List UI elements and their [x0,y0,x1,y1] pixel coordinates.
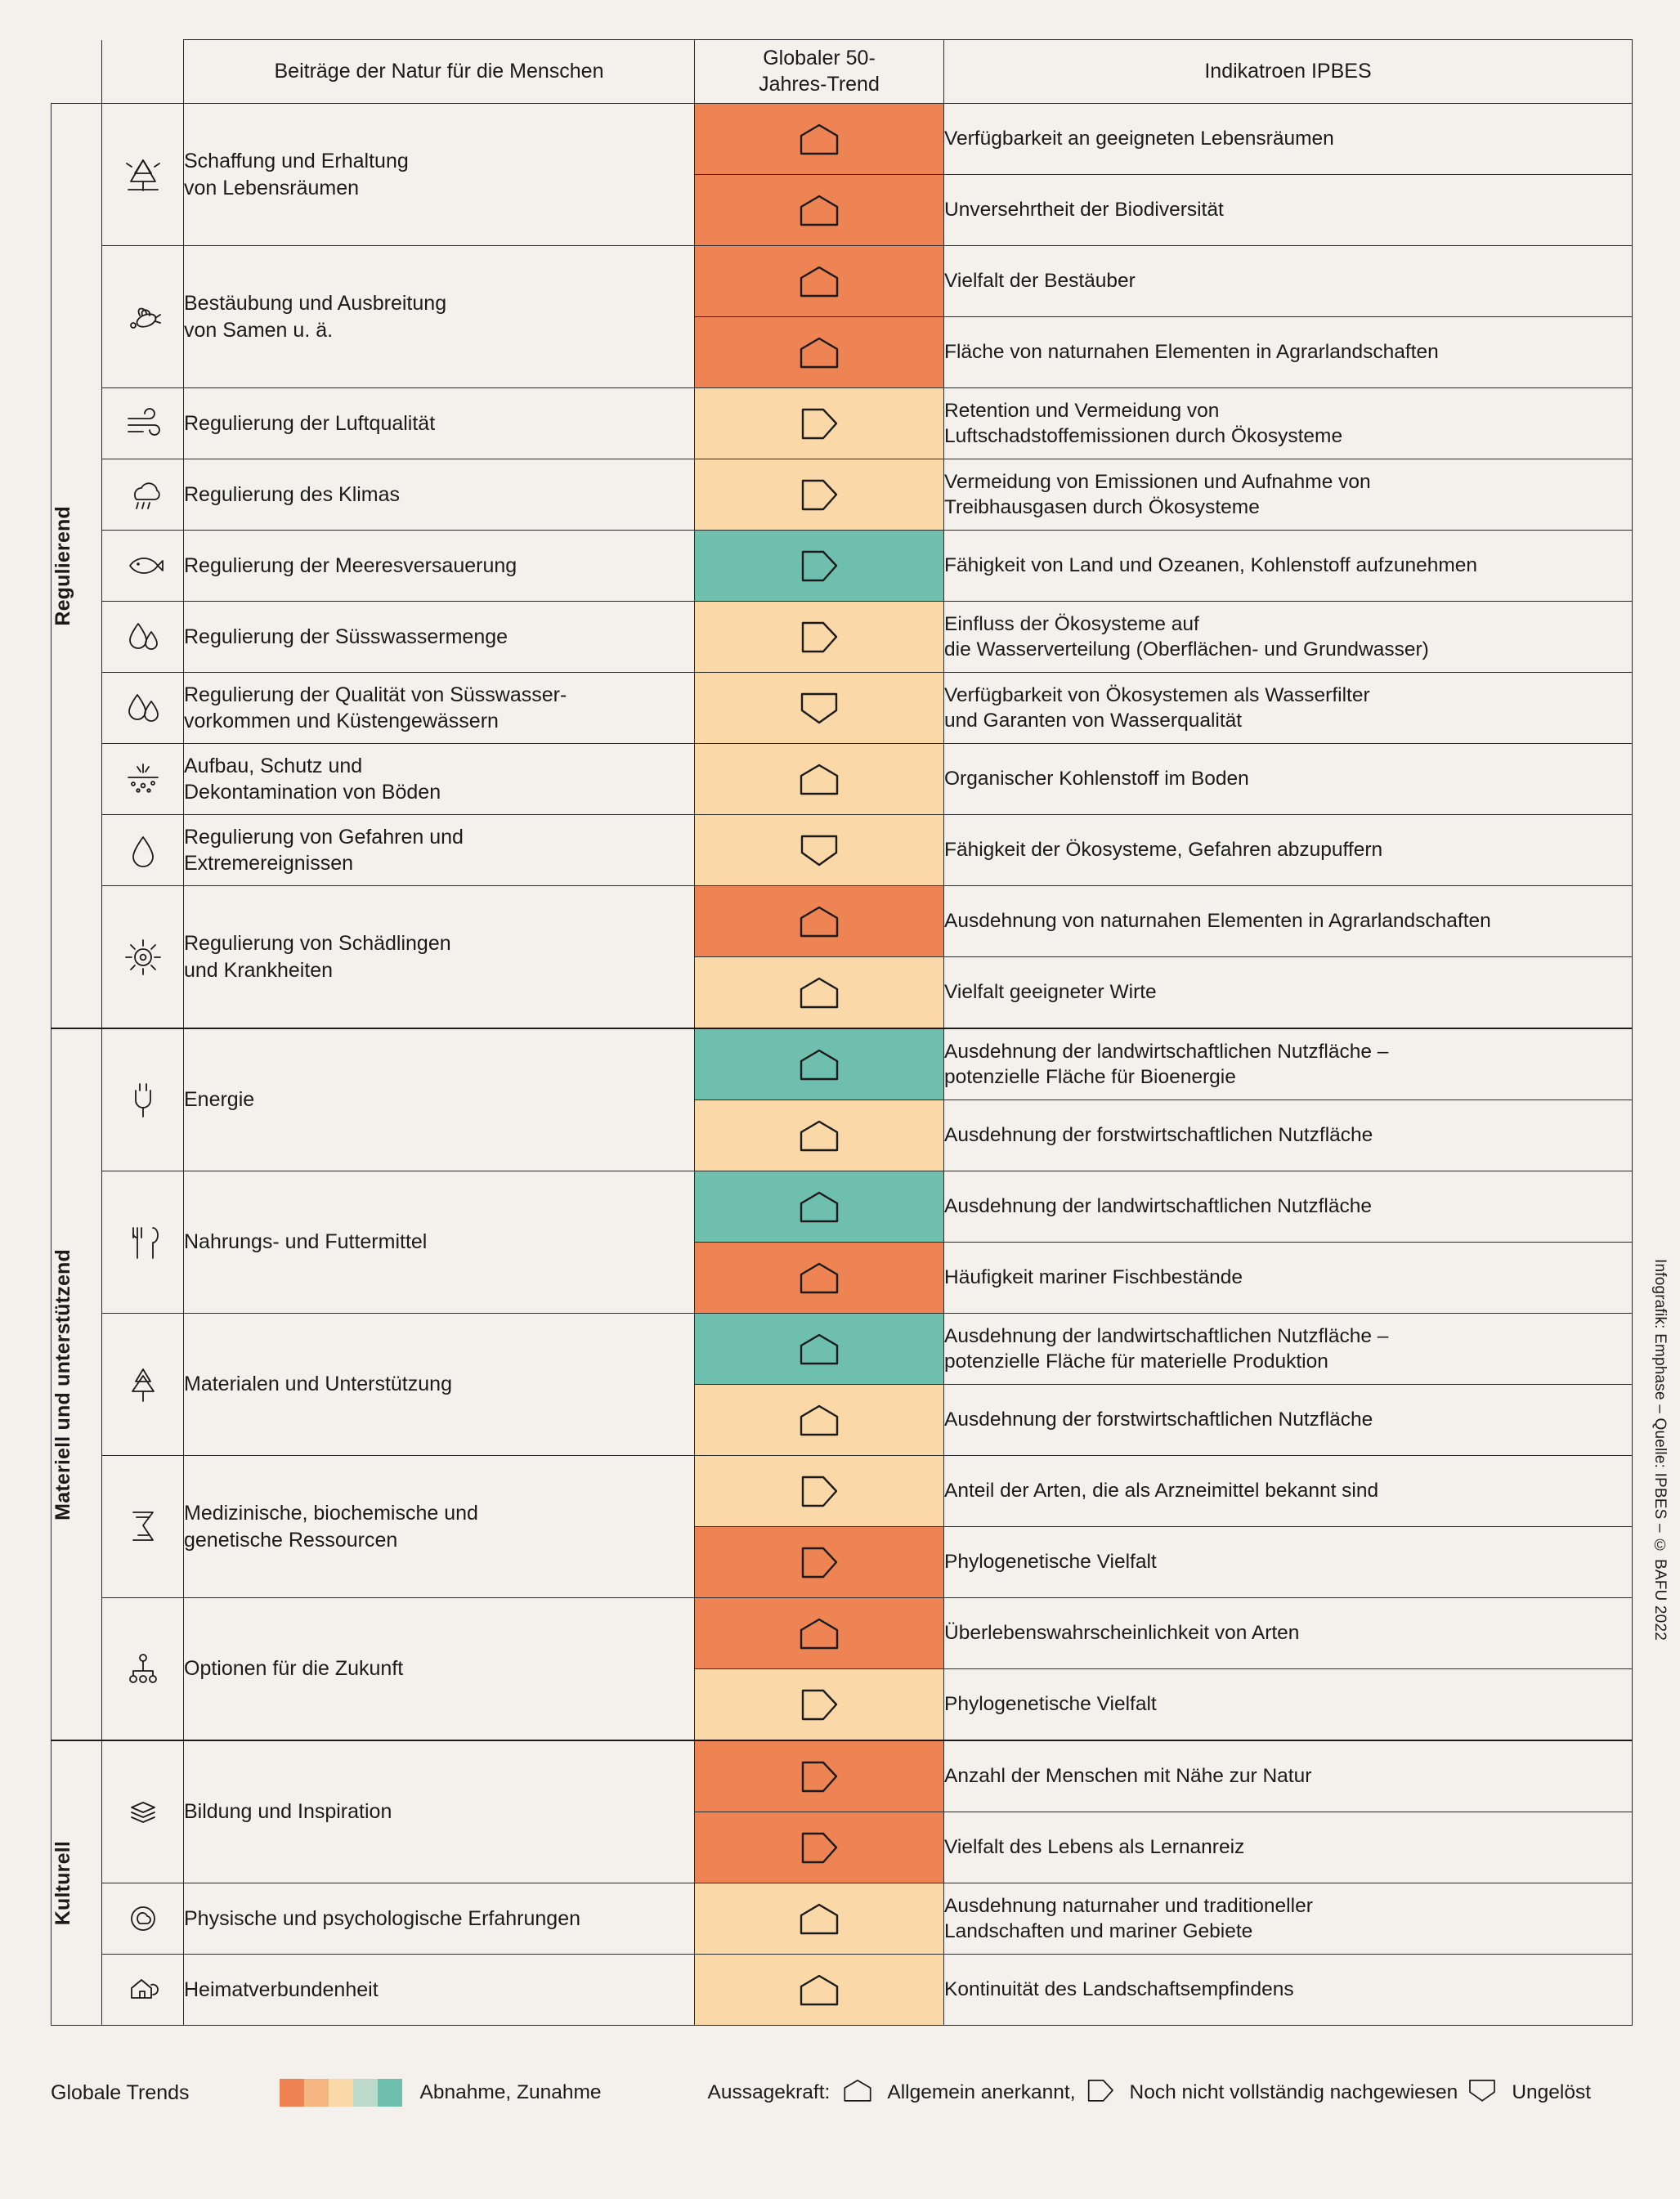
energy-plug-icon [102,1028,184,1171]
table-row [52,531,1633,602]
table-row [52,673,1633,744]
legend-confidence-text: Allgemein anerkannt, [887,2081,1076,2103]
contribution-label: Regulierung der Süsswassermenge [184,602,695,673]
trend-cell [695,1314,944,1385]
table-row [52,459,1633,531]
indicator-label: Retention und Vermeidung von Luftschadstoffemissionen durch Ökosysteme [944,388,1633,459]
contribution-label: Energie [184,1028,695,1171]
contribution-label: Regulierung der Luftqualität [184,388,695,459]
trend-cell [695,104,944,175]
trend-cell [695,1028,944,1100]
trend-cell [695,246,944,317]
indicator-label: Verfügbarkeit an geeigneten Lebensräumen [944,104,1633,175]
table-row [52,388,1633,459]
header-indicators: Indikatroen IPBES [944,40,1633,104]
trend-cell [695,957,944,1029]
trend-cell [695,1243,944,1314]
header-spacer [52,40,102,104]
legend-scale-label: Abnahme, Zunahme [419,2081,602,2103]
legend-confidence-item-2 [1084,2078,1458,2108]
legend-swatch-4 [353,2079,378,2107]
trend-cell [695,886,944,957]
header-global-trend-line2: Jahres-Trend [759,72,880,96]
shield-symbol-icon [1466,2078,1505,2108]
trend-cell [695,1100,944,1171]
contribution-label: Aufbau, Schutz und Dekontamination von Böden [184,744,695,815]
legend-swatch-5 [378,2079,402,2107]
contribution-label: Regulierung des Klimas [184,459,695,531]
psychological-head-icon [102,1883,184,1955]
soil-icon [102,744,184,815]
contribution-label: Regulierung von Gefahren und Extremereignissen [184,815,695,886]
contribution-label: Regulierung der Meeresversauerung [184,531,695,602]
hazard-drop-icon [102,815,184,886]
indicator-label: Vielfalt der Bestäuber [944,246,1633,317]
indicator-label: Fähigkeit der Ökosysteme, Gefahren abzupuffern [944,815,1633,886]
group-label-text: Kulturell [52,1840,74,1926]
indicator-label: Unversehrtheit der Biodiversität [944,175,1633,246]
trend-cell [695,1456,944,1527]
indicator-label: Anteil der Arten, die als Arzneimittel bekannt sind [944,1456,1633,1527]
group-label-text: Materiell und unterstützend [52,1248,74,1520]
header-contributions: Beiträge der Natur für die Menschen [184,40,695,104]
trend-cell [695,602,944,673]
header-icon-spacer [102,40,184,104]
pollination-bee-icon [102,246,184,388]
table-row [52,1456,1633,1527]
pest-virus-icon [102,886,184,1029]
contribution-label: Regulierung der Qualität von Süsswasser- vorkommen und Küstengewässern [184,673,695,744]
group-label-text: Regulierend [52,505,74,626]
table-row [52,1314,1633,1385]
table-row [52,744,1633,815]
trend-cell [695,744,944,815]
ocean-fish-icon [102,531,184,602]
legend-confidence-items [841,2078,1599,2108]
contribution-label: Nahrungs- und Futtermittel [184,1171,695,1314]
materials-tree-icon [102,1314,184,1456]
legend-swatch-2 [304,2079,329,2107]
table-row [52,602,1633,673]
trend-cell [695,317,944,388]
contribution-label: Medizinische, biochemische und genetische Ressourcen [184,1456,695,1598]
group-label-3 [52,1740,102,2026]
credit-line: Infografik: Emphase – Quelle: IPBES – © BAFU 2022 [1651,1259,1669,1641]
table-row [52,246,1633,317]
medicine-dna-icon [102,1456,184,1598]
legend-confidence-label: Aussagekraft: [707,2081,831,2103]
contribution-label: Bestäubung und Ausbreitung von Samen u. ä. [184,246,695,388]
table-row [52,1171,1633,1243]
table-row [52,815,1633,886]
indicator-label: Phylogenetische Vielfalt [944,1669,1633,1741]
legend [51,2068,1632,2117]
legend-title: Globale Trends [51,2080,190,2104]
indicator-label: Häufigkeit mariner Fischbestände [944,1243,1633,1314]
indicator-label: Verfügbarkeit von Ökosystemen als Wasserfilter und Garanten von Wasserqualität [944,673,1633,744]
house-symbol-icon [841,2078,880,2108]
trend-cell [695,673,944,744]
home-attachment-icon [102,1955,184,2026]
header-global-trend-line1: Globaler 50- [763,47,876,70]
legend-confidence-item-1 [841,2078,1075,2108]
indicator-label: Überlebenswahrscheinlichkeit von Arten [944,1598,1633,1669]
legend-confidence-text: Noch nicht vollständig nachgewiesen [1129,2081,1458,2103]
indicator-label: Vielfalt des Lebens als Lernanreiz [944,1812,1633,1883]
table-row [52,886,1633,957]
trend-cell [695,1598,944,1669]
legend-confidence-item-3 [1466,2078,1591,2108]
freshwater-drops-icon [102,602,184,673]
trend-cell [695,1669,944,1741]
table-row [52,1883,1633,1955]
indicator-label: Fläche von naturnahen Elementen in Agrarlandschaften [944,317,1633,388]
contribution-label: Optionen für die Zukunft [184,1598,695,1741]
indicator-label: Ausdehnung der landwirtschaftlichen Nutzfläche [944,1171,1633,1243]
habitat-tree-icon [102,104,184,246]
education-book-icon [102,1740,184,1883]
indicator-label: Ausdehnung von naturnahen Elementen in Agrarlandschaften [944,886,1633,957]
table-row [52,104,1633,175]
food-cutlery-icon [102,1171,184,1314]
trend-cell [695,531,944,602]
indicator-label: Kontinuität des Landschaftsempfindens [944,1955,1633,2026]
contribution-label: Regulierung von Schädlingen und Krankheiten [184,886,695,1029]
trend-cell [695,1955,944,2026]
contribution-label: Materialen und Unterstützung [184,1314,695,1456]
trend-cell [695,1740,944,1812]
table-row [52,1598,1633,1669]
indicator-label: Anzahl der Menschen mit Nähe zur Natur [944,1740,1633,1812]
contribution-label: Physische und psychologische Erfahrungen [184,1883,695,1955]
trend-cell [695,1385,944,1456]
indicator-label: Phylogenetische Vielfalt [944,1527,1633,1598]
indicator-label: Ausdehnung der landwirtschaftlichen Nutzfläche – potenzielle Fläche für materielle Produktion [944,1314,1633,1385]
indicator-label: Ausdehnung naturnaher und traditioneller Landschaften und mariner Gebiete [944,1883,1633,1955]
legend-swatch-3 [329,2079,353,2107]
indicator-label: Einfluss der Ökosysteme auf die Wasserverteilung (Oberflächen- und Grundwasser) [944,602,1633,673]
table-row [52,1740,1633,1812]
header-global-trend [695,40,944,104]
table-row [52,1028,1633,1100]
legend-color-scale [280,2079,402,2107]
trend-cell [695,1883,944,1955]
future-options-icon [102,1598,184,1741]
legend-swatch-1 [280,2079,304,2107]
indicator-label: Fähigkeit von Land und Ozeanen, Kohlenstoff aufzunehmen [944,531,1633,602]
trend-cell [695,1812,944,1883]
trend-cell [695,1527,944,1598]
indicator-label: Ausdehnung der forstwirtschaftlichen Nutzfläche [944,1385,1633,1456]
indicator-label: Vermeidung von Emissionen und Aufnahme von Treibhausgasen durch Ökosysteme [944,459,1633,531]
table-header [52,40,1633,104]
group-label-1 [52,104,102,1029]
climate-cloud-icon [102,459,184,531]
table-body [52,104,1633,2026]
legend-confidence-text: Ungelöst [1512,2081,1592,2103]
indicator-label: Vielfalt geeigneter Wirte [944,957,1633,1029]
contribution-label: Bildung und Inspiration [184,1740,695,1883]
arrow-symbol-icon [1084,2078,1123,2108]
indicator-label: Organischer Kohlenstoff im Boden [944,744,1633,815]
contributions-table [51,39,1633,2026]
indicator-label: Ausdehnung der landwirtschaftlichen Nutzfläche – potenzielle Fläche für Bioenergie [944,1028,1633,1100]
air-quality-icon [102,388,184,459]
trend-cell [695,388,944,459]
table-row [52,1955,1633,2026]
contribution-label: Schaffung und Erhaltung von Lebensräumen [184,104,695,246]
trend-cell [695,1171,944,1243]
trend-cell [695,815,944,886]
water-quality-drops-icon [102,673,184,744]
indicator-label: Ausdehnung der forstwirtschaftlichen Nutzfläche [944,1100,1633,1171]
trend-cell [695,175,944,246]
group-label-2 [52,1028,102,1740]
trend-cell [695,459,944,531]
contribution-label: Heimatverbundenheit [184,1955,695,2026]
contributions-table-wrapper [51,39,1632,2026]
